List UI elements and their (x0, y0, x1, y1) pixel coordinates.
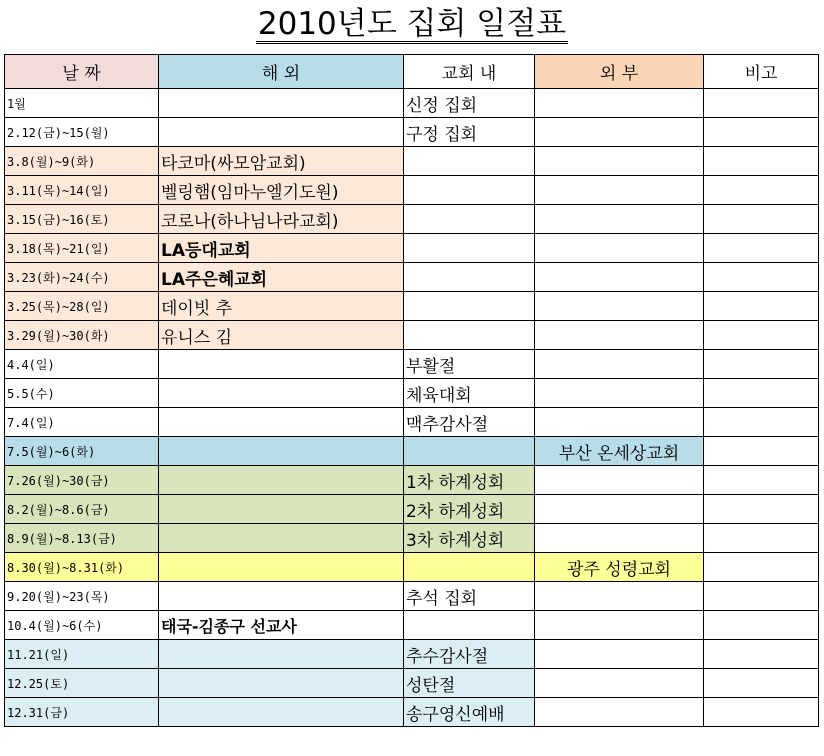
note-cell[interactable] (704, 89, 819, 118)
table-row (5, 524, 819, 553)
date-cell[interactable]: 4.4(일) (5, 350, 159, 379)
note-cell[interactable] (704, 698, 819, 727)
table-row (5, 553, 819, 582)
outside-cell[interactable] (535, 118, 704, 147)
date-cell[interactable]: 8.2(월)~8.6(금) (5, 495, 159, 524)
overseas-cell[interactable] (159, 582, 404, 611)
overseas-cell[interactable] (159, 437, 404, 466)
outside-cell[interactable] (535, 379, 704, 408)
church-cell[interactable]: 체육대회 (404, 379, 535, 408)
church-cell[interactable] (404, 234, 535, 263)
header-church[interactable]: 교회 내 (404, 55, 535, 89)
outside-cell[interactable] (535, 292, 704, 321)
overseas-cell[interactable] (159, 118, 404, 147)
overseas-cell[interactable] (159, 466, 404, 495)
overseas-cell[interactable] (159, 698, 404, 727)
outside-cell[interactable]: 부산 온세상교회 (535, 437, 704, 466)
church-cell[interactable] (404, 263, 535, 292)
overseas-cell[interactable] (159, 553, 404, 582)
outside-cell[interactable] (535, 582, 704, 611)
date-cell[interactable]: 8.9(월)~8.13(금) (5, 524, 159, 553)
overseas-cell[interactable]: 데이빗 추 (159, 292, 404, 321)
church-cell[interactable]: 1차 하계성회 (404, 466, 535, 495)
overseas-cell[interactable]: 타코마(싸모암교회) (159, 147, 404, 176)
note-cell[interactable] (704, 263, 819, 292)
table-row (5, 611, 819, 640)
outside-cell[interactable]: 광주 성령교회 (535, 553, 704, 582)
note-cell[interactable] (704, 495, 819, 524)
table-row (5, 89, 819, 118)
outside-cell[interactable] (535, 234, 704, 263)
church-cell[interactable]: 추석 집회 (404, 582, 535, 611)
outside-cell[interactable] (535, 147, 704, 176)
church-cell[interactable] (404, 437, 535, 466)
table-row (5, 408, 819, 437)
note-cell[interactable] (704, 640, 819, 669)
outside-cell[interactable] (535, 640, 704, 669)
note-cell[interactable] (704, 437, 819, 466)
date-cell[interactable]: 3.25(목)~28(일) (5, 292, 159, 321)
table-row (5, 379, 819, 408)
church-cell[interactable] (404, 553, 535, 582)
date-cell[interactable]: 3.11(목)~14(일) (5, 176, 159, 205)
header-row (5, 55, 819, 89)
note-cell[interactable] (704, 205, 819, 234)
table-row (5, 698, 819, 727)
overseas-cell[interactable]: LA등대교회 (159, 234, 404, 263)
table-row (5, 437, 819, 466)
note-cell[interactable] (704, 176, 819, 205)
outside-cell[interactable] (535, 350, 704, 379)
church-cell[interactable] (404, 321, 535, 350)
table-row (5, 669, 819, 698)
date-cell[interactable]: 3.23(화)~24(수) (5, 263, 159, 292)
table-row (5, 205, 819, 234)
table-row (5, 234, 819, 263)
table-row (5, 118, 819, 147)
outside-cell[interactable] (535, 611, 704, 640)
date-cell[interactable]: 8.30(월)~8.31(화) (5, 553, 159, 582)
note-cell[interactable] (704, 408, 819, 437)
church-cell[interactable]: 신정 집회 (404, 89, 535, 118)
church-cell[interactable] (404, 176, 535, 205)
date-cell[interactable]: 2.12(금)~15(월) (5, 118, 159, 147)
note-cell[interactable] (704, 669, 819, 698)
schedule-table (4, 54, 819, 727)
note-cell[interactable] (704, 524, 819, 553)
table-row (5, 582, 819, 611)
overseas-cell[interactable]: LA주은혜교회 (159, 263, 404, 292)
note-cell[interactable] (704, 379, 819, 408)
overseas-cell[interactable]: 유니스 김 (159, 321, 404, 350)
date-cell[interactable]: 11.21(일) (5, 640, 159, 669)
note-cell[interactable] (704, 147, 819, 176)
outside-cell[interactable] (535, 466, 704, 495)
table-row (5, 176, 819, 205)
note-cell[interactable] (704, 582, 819, 611)
table-row (5, 495, 819, 524)
outside-cell[interactable] (535, 495, 704, 524)
date-cell[interactable]: 3.29(월)~30(화) (5, 321, 159, 350)
church-cell[interactable]: 구정 집회 (404, 118, 535, 147)
date-cell[interactable]: 3.18(목)~21(일) (5, 234, 159, 263)
outside-cell[interactable] (535, 263, 704, 292)
date-cell[interactable]: 12.31(금) (5, 698, 159, 727)
note-cell[interactable] (704, 234, 819, 263)
note-cell[interactable] (704, 466, 819, 495)
overseas-cell[interactable] (159, 350, 404, 379)
church-cell[interactable] (404, 147, 535, 176)
outside-cell[interactable] (535, 698, 704, 727)
date-cell[interactable]: 7.5(월)~6(화) (5, 437, 159, 466)
table-row (5, 350, 819, 379)
overseas-cell[interactable] (159, 640, 404, 669)
overseas-cell[interactable]: 벨링햄(임마누엘기도원) (159, 176, 404, 205)
note-cell[interactable] (704, 118, 819, 147)
date-cell[interactable]: 9.20(월)~23(목) (5, 582, 159, 611)
note-cell[interactable] (704, 611, 819, 640)
table-row (5, 640, 819, 669)
table-row (5, 321, 819, 350)
church-cell[interactable]: 맥추감사절 (404, 408, 535, 437)
date-cell[interactable]: 7.4(일) (5, 408, 159, 437)
church-cell[interactable]: 부활절 (404, 350, 535, 379)
outside-cell[interactable] (535, 321, 704, 350)
overseas-cell[interactable] (159, 495, 404, 524)
header-note[interactable]: 비고 (704, 55, 819, 89)
outside-cell[interactable] (535, 524, 704, 553)
overseas-cell[interactable]: 코로나(하나님나라교회) (159, 205, 404, 234)
church-cell[interactable]: 2차 하계성회 (404, 495, 535, 524)
page-title (0, 4, 824, 48)
church-cell[interactable]: 송구영신예배 (404, 698, 535, 727)
overseas-cell[interactable] (159, 669, 404, 698)
note-cell[interactable] (704, 292, 819, 321)
note-cell[interactable] (704, 553, 819, 582)
overseas-cell[interactable] (159, 379, 404, 408)
church-cell[interactable]: 추수감사절 (404, 640, 535, 669)
table-row (5, 263, 819, 292)
church-cell[interactable]: 3차 하계성회 (404, 524, 535, 553)
date-cell[interactable]: 5.5(수) (5, 379, 159, 408)
outside-cell[interactable] (535, 408, 704, 437)
church-cell[interactable] (404, 611, 535, 640)
date-cell[interactable]: 7.26(월)~30(금) (5, 466, 159, 495)
title-text: 2010년도 집회 일절표 (257, 6, 567, 42)
note-cell[interactable] (704, 350, 819, 379)
table-row (5, 292, 819, 321)
church-cell[interactable] (404, 205, 535, 234)
church-cell[interactable]: 성탄절 (404, 669, 535, 698)
outside-cell[interactable] (535, 89, 704, 118)
date-cell[interactable]: 3.8(월)~9(화) (5, 147, 159, 176)
header-overseas[interactable]: 해 외 (159, 55, 404, 89)
date-cell[interactable]: 3.15(금)~16(토) (5, 205, 159, 234)
table-row (5, 466, 819, 495)
overseas-cell[interactable] (159, 408, 404, 437)
overseas-cell[interactable] (159, 524, 404, 553)
date-cell[interactable]: 1월 (5, 89, 159, 118)
outside-cell[interactable] (535, 176, 704, 205)
outside-cell[interactable] (535, 205, 704, 234)
header-date[interactable]: 날 짜 (5, 55, 159, 89)
overseas-cell[interactable] (159, 89, 404, 118)
date-cell[interactable]: 12.25(토) (5, 669, 159, 698)
header-outside[interactable]: 외 부 (535, 55, 704, 89)
overseas-cell[interactable]: 태국-김종구 선교사 (159, 611, 404, 640)
note-cell[interactable] (704, 321, 819, 350)
table-row (5, 147, 819, 176)
outside-cell[interactable] (535, 669, 704, 698)
date-cell[interactable]: 10.4(월)~6(수) (5, 611, 159, 640)
church-cell[interactable] (404, 292, 535, 321)
